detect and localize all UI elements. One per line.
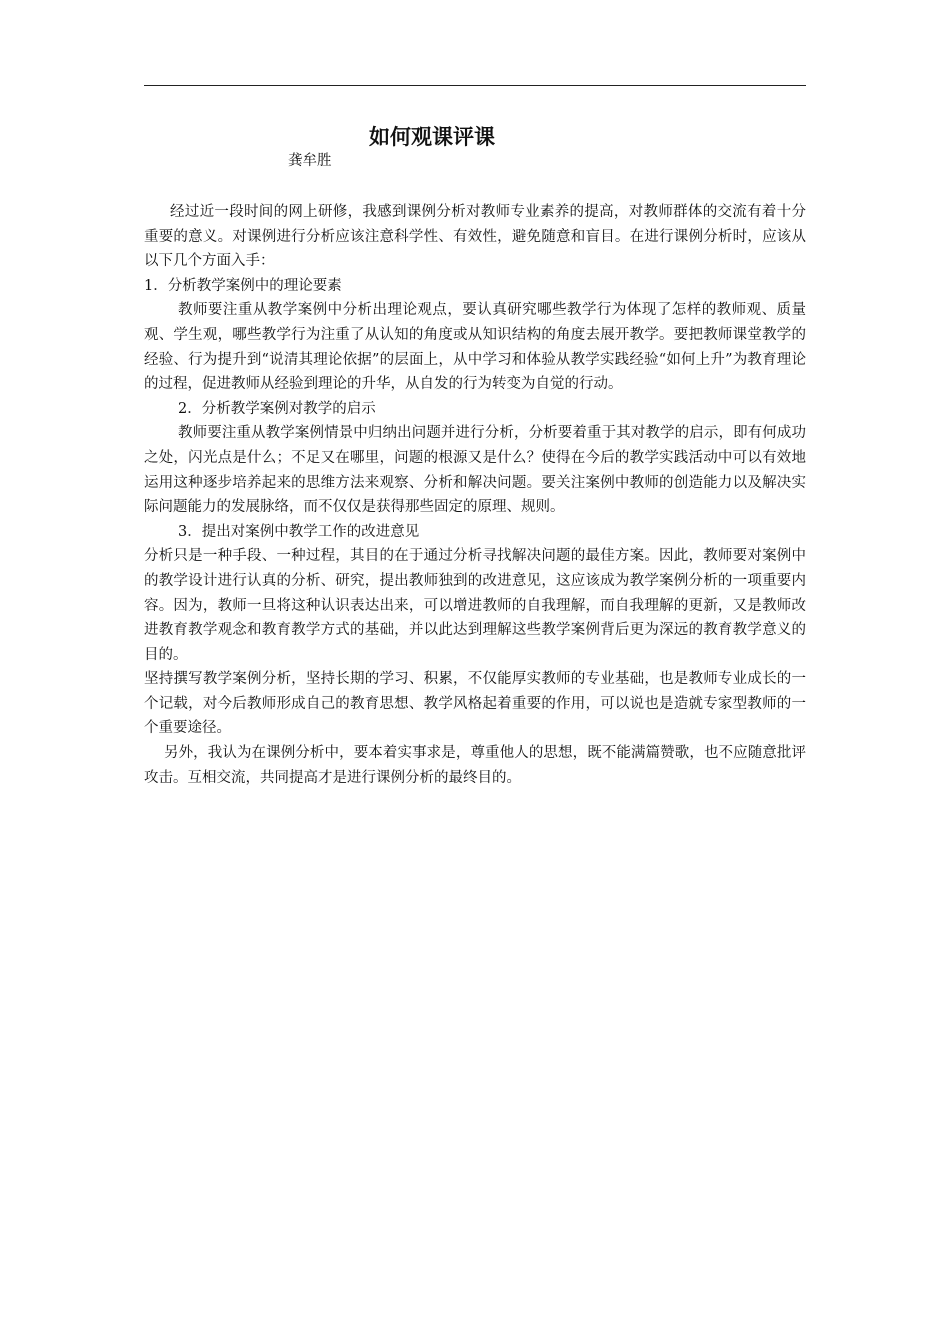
paragraph-section-1: 教师要注重从教学案例中分析出理论观点，要认真研究哪些教学行为体现了怎样的教师观、质量观、学生观，哪些教学行为注重了从认知的角度或从知识结构的角度去展开教学。要把教师课堂教学的经验、行为提升到“说清其理论依据”的层面上，从中学习和体验从教学实践经验“如何上升”为教育理论的过程，促进教师从经验到理论的升华，从自发的行为转变为自觉的行动。 [144,302,806,393]
section-heading-1: 1．分析教学案例中的理论要素 [144,277,342,294]
document-body [144,200,806,790]
paragraph-section-3: 分析只是一种手段、一种过程，其目的在于通过分析寻找解决问题的最佳方案。因此，教师要对案例中的教学设计进行认真的分析、研究，提出教师独到的改进意见，这应该成为教学案例分析的一项重要内容。因为，教师一旦将这种认识表达出来，可以增进教师的自我理解，而自我理解的更新，又是教师改进教育教学观念和教育教学方式的基础，并以此达到理解这些教学案例背后更为深远的教育教学意义的目的。 [144,548,806,663]
paragraph-conclusion: 另外，我认为在课例分析中，要本着实事求是，尊重他人的思想，既不能满篇赞歌，也不应随意批评攻击。互相交流，共同提高才是进行课例分析的最终目的。 [144,745,806,786]
paragraph-section-2: 教师要注重从教学案例情景中归纳出问题并进行分析，分析要着重于其对教学的启示，即有何成功之处，闪光点是什么；不足又在哪里，问题的根源又是什么？使得在今后的教学实践活动中可以有效地运用这种逐步培养起来的思维方法来观察、分析和解决问题。要关注案例中教师的创造能力以及解决实际问题能力的发展脉络，而不仅仅是获得那些固定的原理、规则。 [144,425,806,516]
header-rule [144,85,806,86]
section-heading-2: 2．分析教学案例对教学的启示 [178,400,376,417]
paragraph-intro: 经过近一段时间的网上研修，我感到课例分析对教师专业素养的提高，对教师群体的交流有着十分重要的意义。对课例进行分析应该注意科学性、有效性，避免随意和盲目。在进行课例分析时，应该从以下几个方面入手： [144,204,806,270]
document-title: 如何观课评课 [369,124,495,149]
section-heading-3: 3．提出对案例中教学工作的改进意见 [178,523,420,540]
document-author: 龚牟胜 [288,153,332,169]
paragraph-persistence: 坚持撰写教学案例分析，坚持长期的学习、积累，不仅能厚实教师的专业基础，也是教师专业成长的一个记载，对今后教师形成自己的教育思想、教学风格起着重要的作用，可以说也是造就专家型教师的一个重要途径。 [144,671,806,737]
